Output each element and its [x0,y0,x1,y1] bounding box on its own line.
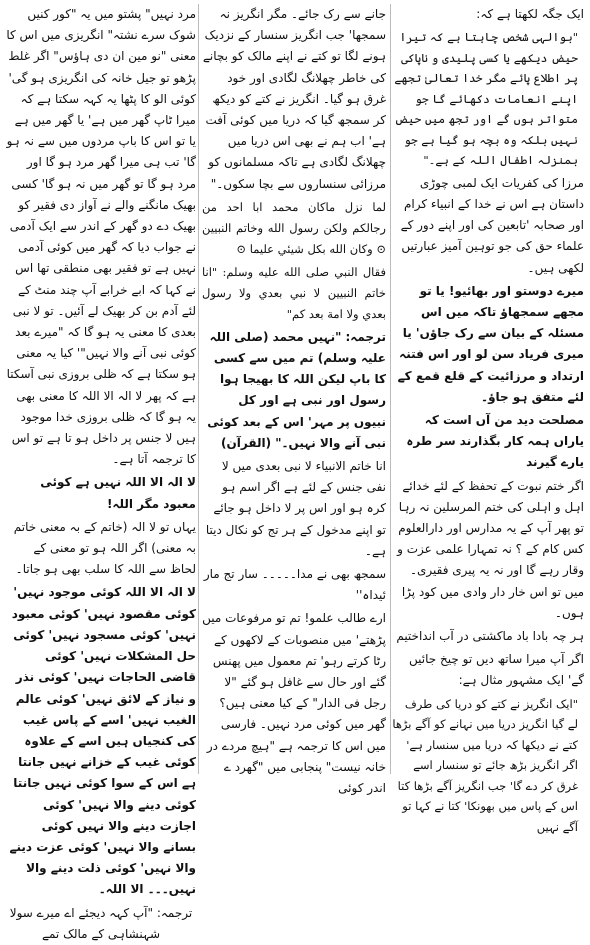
paragraph: "ایک انگریز نے کتے کو دریا کی طرف لے گیا انگریز دریا میں نہانے کو آگے بڑھا کتے نے دیکھا کہ دریا میں سنسار ہے' اگر انگریز بڑھ جائے تو سنسار اسے غرق کر دے گا' جب انگریز آگے بڑھا کتا اس کے پاس میں بھونکا' کتا نے کہا تو آگے نہیں [392,696,578,834]
paragraph: جانے سے رک جائے۔ مگر انگریز نہ سمجھا' جب انگریز سنسار کے نزدیک ہونے لگا تو کتے نے اپنے مالک کو بچانے کی خاطر چھلانگ لگادی اور خود غرق ہو گیا۔ انگریز نے کتے کو دیکھ کر سمجھ گیا کہ دریا میں کوئی آفت ہے' اب ہم نے بھی اس دریا میں چھلانگ لگادی ہے تاکہ مسلمانوں کو مرزائی سنساروں سے بچا سکوں۔" [202,7,386,191]
paragraph: سمجھ بھی نے مدا۔۔۔۔۔ سار تج مار ئیداہ'' [203,567,386,603]
paragraph: لما نزل ماكان محمد ابا احد من رجالكم ولكن رسول الله وخاتم النبيين ⊙ وكان الله بكل شيئي عليما ⊙ [202,199,386,256]
paragraph: لا الہ الا اللہ نہیں ہے کوئی معبود مگر اللہ! [40,475,196,511]
paragraph: مرد نہیں" پشتو میں یہ "کور کنیں شوک سرے نشتہ" انگریزی میں اس کا معنی "نو مین ان دی ہاؤس" اگر غلط پڑھو تو جیل خانہ کی انگریزی ہو گی' کوئی الو کا پٹھا یہ کہہ سکتا ہے کہ میرا ٹاپ گھر میں ہے' یا گھر میں ہے یا تو اس کا باپ مردوں میں سے نہ ہو گا' تب ہی میرا گھر مرد ہو گا اور مرد ہو گا تو گھر میں نہ ہو گا' کسی بھیک مانگنے والے نے آواز دی فقیر کو بھیک دے دو گھر کے اندر سے ایک آدمی نے جواب دیا کہ گھر میں کوئی آدمی نہیں ہے تو فقیر بھی منطقی تھا اس نے کہا کہ ابے خرابے آپ چند منٹ کے لئے آدم بن کر بھیک لے آئیں۔ تو لا نبی بعدی کا معنی یہ ہو گا کہ "میرے بعد کوئی نبی آنے والا نہیں"' کیا یہ معنی ہو سکتا ہے کہ ظلی بروزی نبی آسکتا ہے کہ پھر لا الہ الا اللہ کا معنی بھی یہ ہو گا کہ ظلی بروزی خدا موجود ہیں لا جنس پر داخل ہو تا ہے تو اس کا ترجمہ آتا ہے۔ [6,7,196,467]
paragraph: ترجمہ: "نہیں محمد (صلی اللہ علیہ وسلم) تم میں سے کسی کا باپ لیکن اللہ کا بھیجا ہوا رسول اور نبی ہے اور کل نبیوں پر مہر' اس کے بعد کوئی نبی آنے والا نہیں۔" (القرآن) [207,329,386,450]
column-divider [198,4,199,774]
paragraph: فقال النبي صلى الله عليه وسلم: "انا خاتم النبيين لا نبي بعدي ولا رسول بعدي ولا امة بعد كم" [202,264,386,321]
paragraph: انا خاتم الانبیاء لا نبی بعدی میں لا نفی جنس کے لئے ہے اگر اسم ہو کرہ ہو اور اس پر لا داخل ہو جائے تو اپنے مدخول کے ہر تج کو نکال دیتا ہے۔ [205,459,386,558]
paragraph: مصلحت دید من آں است کہ یاراں ہمہ کار بگذارند سر طرہ یارے گیرند [406,412,584,470]
column-middle [202,4,386,796]
paragraph: ارے طالب علمو! تم تو مرفوعات میں پڑھتے' میں منصوبات کے لاکھوں کے رٹا کرتے رہو' تم معمول میں پھنس گئے اور حال سے غافل ہو گئے "لا رجل فی الدار" کے کیا معنی ہیں؟ گھر میں کوئی مرد نہیں۔ فارسی میں اس کا ترجمہ ہے "ہیچ مردے در خانہ نیست" پنجابی میں "گھرد ے اندر کوئی [202,611,386,796]
paragraph: یہاں تو لا الہ (خاتم کے بہ معنی خاتم بہ معنی) اگر اللہ ہو تو معنی کے لحاظ سے اللہ کا سلب بھی ہو جاتا۔ [13,519,196,577]
paragraph: ہر چہ بادا باد ماکشتی در آب انداختیم [396,628,584,643]
paragraph: میرے دوستو اور بھائیو! یا تو مجھے سمجھاؤ تاکہ میں اس مسئلہ کے بیان سے رک جاؤں' یا میری فریاد سن لو اور اس فتنہ ارتداد و مرزائیت کے قلع قمع کے لئے متفق ہو جاؤ۔ [397,283,584,404]
paragraph: ترجمہ: "آپ کہہ دیجئے اے میرے سولا شہنشاہی کے مالک تمے [9,905,193,941]
paragraph: مرزا کی کفریات ایک لمبی چوڑی داستان ہے اس نے خدا کے انبیاء کرام اور صحابہ 'تابعین کی اور اپنے دور کے علماء حق کی جو توہین آمیز عبارتیں لکھی ہیں۔ [400,175,584,275]
paragraph: "بوالہی شخص چاہتا ہے کہ تیرا حیض دیکھے یا کسی پلیدی و ناپاکی پر اطلاع پائے مگر خدا تعالیٰ تجھے اپنے انعامات دکھائے گا جو متواتر ہوں گے اور تجھ میں حیض نہیں بلکہ وہ بچہ ہو گیا ہے جو بمنزلہ اطفال اللہ کے ہے۔" [394,30,578,168]
paragraph: ایک جگہ لکھتا ہے کہ: [476,7,584,21]
paragraph: لا الہ الا اللہ کوئی موجود نہیں' کوئی مقصود نہیں' کوئی معبود نہیں' کوئی مسجود نہیں' کوئی حل المشکلات نہیں' کوئی قاضی الحاجات نہیں' کوئی نذر و نیاز کے لائق نہیں' کوئی عالم الغیب نہیں' اسے کے پاس غیب کی کنجیاں ہیں اسے کے علاوہ کوئی غیب کے خزانے نہیں جانتا ہے اس کے سوا کوئی نہیں جانتا کوئی دینے والا نہیں' کوئی اجازت دینے والا نہیں کوئی بسانے والا نہیں' کوئی عزت دینے والا نہیں' کوئی ذلت دینے والا نہیں۔۔۔ الا اللہ۔ [9,585,196,897]
column-right [392,4,584,834]
paragraph: اگر ختم نبوت کے تحفظ کے لئے خدائے اہل و اہلی کی ختم المرسلین نہ رہا تو پھر آپ کے یہ مدارس اور دارالعلوم کس کام کے ؟ نہ تمہارا علمی عزت و وقار رہے گا اور نہ یہ پیری فقیری۔ میں تو اس خار دار وادی میں کود پڑا ہوں۔ [397,478,584,620]
paragraph: اگر آپ میرا ساتھ دیں تو چیخ جائیں گے' ایک مشہور مثال ہے: [409,652,584,688]
column-divider [390,4,391,774]
column-left [6,4,196,941]
